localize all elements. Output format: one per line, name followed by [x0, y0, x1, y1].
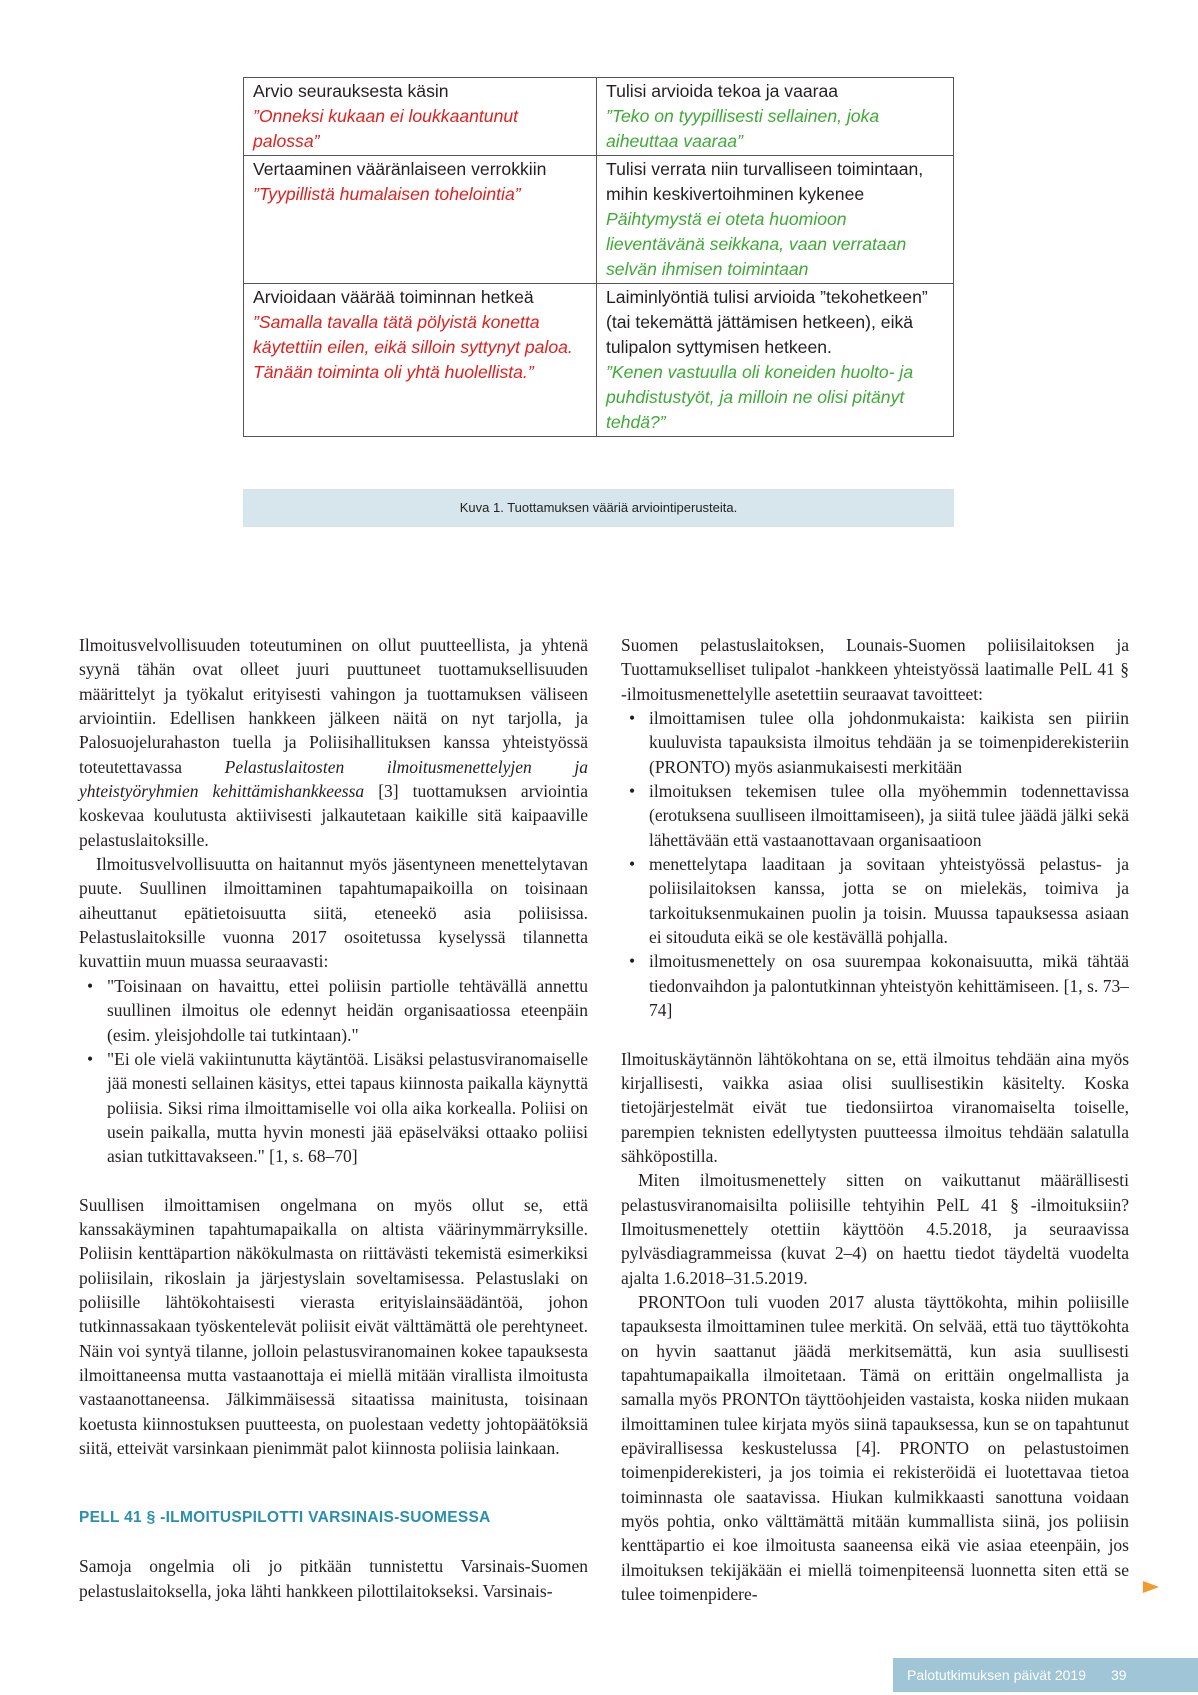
list-item: • "Ei ole vielä vakiintunutta käytäntöä. Lisäksi pelastusviranomaiselle jää monesti sellainen käsitys, ettei tapaus kiinnosta paikalla käynyttä poliisia. Siksi rima ilmoittamiselle voi olla aika korkealla. Poliisi on usein paikalla, mutta hyvin monesti jää epäselväksi ottaako poliisi asian tutkittavakseen." [1, s. 68–70] [107, 1047, 588, 1169]
paragraph: Suomen pelastuslaitoksen, Lounais-Suomen poliisilaitoksen ja Tuottamukselliset tulipalot -hankkeen yhteistyössä laatimalle PelL 41 § -ilmoitusmenettelylle asetettiin seuraavat tavoitteet: [621, 635, 1129, 704]
figure-table-container [243, 77, 954, 437]
cell-text: Vertaaminen vääränlaiseen verrokkiin [253, 159, 547, 179]
table-cell-right [597, 78, 954, 156]
cell-example-quote: ”Onneksi kukaan ei loukkaantunut palossa” [253, 106, 519, 151]
cell-text: Arvioidaan väärää toiminnan hetkeä [253, 287, 534, 307]
page-footer [893, 1658, 1198, 1692]
continue-arrow-icon [1143, 1581, 1159, 1593]
paragraph: Samoja ongelmia oli jo pitkään tunnistettu Varsinais-Suomen pelastuslaitoksella, joka lähti hankkeen pilottilaitokseksi. Varsinais- [79, 1556, 588, 1601]
cell-correction-quote: ”Teko on tyypillisesti sellainen, joka aiheuttaa vaaraa” [606, 106, 880, 151]
cell-correction-quote: ”Kenen vastuulla oli koneiden huolto- ja puhdistustyöt, ja milloin ne olisi pitänyt tehdä?” [606, 362, 914, 432]
paragraph [79, 633, 588, 852]
paragraph: Ilmoituskäytännön lähtökohtana on se, että ilmoitus tehdään aina myös kirjallisesti, vaikka asiaa olisi suullisestikin käsitelty. Koska tietojärjestelmät eivät tue tiedonsiirtoa viranomaiselta toiselle, parempien teknisten edellytysten puutteessa ilmoitus tehdään salatulla sähköpostilla. [621, 1048, 1129, 1166]
table-cell-left [244, 284, 597, 437]
table-row [244, 78, 954, 156]
project-title: Pelastuslaitosten ilmoitusmenettelyjen ja yhteistyöryhmien kehittämishankkeessa [79, 756, 588, 802]
left-text-column [79, 633, 588, 1603]
table-cell-left [244, 78, 597, 156]
survey-quote-list [79, 974, 588, 1169]
table-cell-left [244, 156, 597, 284]
table-cell-right [597, 284, 954, 437]
list-item: • ilmoittamisen tulee olla johdonmukaista: kaikista sen piiriin kuuluvista tapauksista ilmoitus tehdään ja se toimenpiderekisteriin (PRONTO) myös asianmukaisesti merkitään [649, 706, 1129, 779]
cell-text: Arvio seurauksesta käsin [253, 81, 449, 101]
paragraph: Ilmoitusvelvollisuutta on haitannut myös jäsentyneen menettelytavan puute. Suullinen ilmoittaminen tapahtumapaikoilla on toisinaan aiheuttanut epätietoisuutta siitä, eteneekö asia poliisissa. Pelastuslaitoksille vuonna 2017 osoitetussa kyselyssä tilannetta kuvattiin muun muassa seuraavasti: [79, 854, 588, 972]
list-item: • ilmoituksen tekemisen tulee olla myöhemmin todennettavissa (erotuksena suulliseen ilmoittamiseen), ja siitä tulee jäädä jälki sekä lähettävään että vastaanottavaan organisaatioon [649, 779, 1129, 852]
paragraph: Suullisen ilmoittamisen ongelmana on myös ollut se, että kanssakäyminen tapahtumapaikalla on altista väärinymmärryksille. Poliisin kenttäpartion näkökulmasta on riittävästi tekemistä esimerkiksi poliisilain, rikoslain ja järjestyslain soveltamisessa. Pelastuslaki on poliisille lähtökohtaisesti vierasta erityislainsäädäntöä, johon tutkinnassakaan työskentelevät poliisit eivät välttämättä ole perehtyneet. Näin voi syntyä tilanne, jolloin pelastusviranomainen kokee tapauksesta ilmoittaneensa mutta vastaanottaja ei miellä mitään virallista ilmoitusta vastaanottaneensa. Jälkimmäisessä sitaatissa mainitusta, toisinaan koetusta kiinnostuksen puutteesta, on puolestaan vedetty johtopäätöksiä siitä, etteivät varsinkaan pienimmät palot kiinnosta poliisia lainkaan. [79, 1194, 588, 1458]
paragraph: PRONTOon tuli vuoden 2017 alusta täyttökohta, mihin poliisille tapauksesta ilmoittaminen tulee merkitä. On selvää, että tuo täyttökohta on hyvin saattanut jäädä merkitsemättä, kun asia suullisesti tapahtumapaikalla ilmoitetaan. Tämä on erittäin ongelmallista ja samalla myös PRONTOn täyttöohjeiden vastaista, koska niiden mukaan ilmoittaminen tulee kirjata myös siinä tapauksessa, kun se on tapahtunut epävirallisessa keskustelussa [4]. PRONTO on pelastustoimen toimenpiderekisteri, ja jos toimia ei rekisteröidä ei luotettavaa tietoa toiminnasta ole saatavissa. Hiukan kulmikkaasti sanottuna voidaan myös pohtia, onko välttämättä mitään kummallista siinä, jos poliisin kenttäpartio ei koe ilmoitusta saaneensa eikä vie asiaa eteenpäin, jos ilmoituksen tekijäkään ei miellä toimenpiteensä luonnetta siten että se tulee toimenpidere- [621, 1291, 1129, 1605]
paragraph: Miten ilmoitusmenettely sitten on vaikuttanut määrällisesti pelastusviranomaisilta poliisille tehtyihin PelL 41 § -ilmoituksiin? Ilmoitusmenettely otettiin käyttöön 4.5.2018, ja seuraavissa pylväsdiagrammeissa (kuvat 2–4) on haettu tiedot täydeltä vuodelta ajalta 1.6.2018–31.5.2019. [621, 1170, 1129, 1288]
figure-caption: Kuva 1. Tuottamuksen vääriä arviointiperusteita. [243, 489, 954, 527]
paragraph-text: Ilmoitusvelvollisuuden toteutuminen on ollut puutteellista, ja yhtenä syynä tähän ovat olleet juuri puuttuneet tuottamuksellisuuden määrittelyt ja työkalut erityisesti vahingon ja tuottamuksen väliseen arviointiin. Edellisen hankkeen jälkeen näitä on nyt tarjolla, ja Palosuojelurahaston tuella ja Poliisihallituksen kanssa yhteistyössä toteutettavassa [79, 635, 588, 777]
page-number: 39 [1111, 1667, 1127, 1683]
right-text-column [621, 633, 1129, 1606]
cell-text: Tulisi verrata niin turvalliseen toimintaan, mihin keskivertoihminen kykenee [606, 159, 924, 204]
footer-title: Palotutkimuksen päivät 2019 [907, 1667, 1086, 1683]
paragraph-text: [3] tuottamuksen arviointia koskevaa koulutusta aktiivisesti jalkautetaan kaikille sitä kaipaaville pelastuslaitoksille. [79, 781, 588, 850]
list-item: • "Toisinaan on havaittu, ettei poliisin partiolle tehtävällä annettu suullinen ilmoitus ole edennyt heidän organisaatiossa eteenpäin (esim. yleisjohdolle tai tutkintaan)." [107, 974, 588, 1047]
cell-text: Laiminlyöntiä tulisi arvioida ”tekohetkeen” (tai tekemättä jättämisen hetkeen), eikä tulipalon syttymisen hetkeen. [606, 287, 928, 357]
assessment-table [243, 77, 954, 437]
section-heading: PELL 41 § -ILMOITUSPILOTTI VARSINAIS-SUOMESSA [79, 1509, 491, 1527]
cell-example-quote: ”Tyypillistä humalaisen tohelointia” [253, 184, 521, 204]
table-row [244, 156, 954, 284]
goals-list [621, 706, 1129, 1022]
list-item: • ilmoitusmenettely on osa suurempaa kokonaisuutta, mikä tähtää tiedonvaihdon ja palontutkinnan yhteistyön kehittämiseen. [1, s. 73–74] [649, 949, 1129, 1022]
cell-text: Tulisi arvioida tekoa ja vaaraa [606, 81, 839, 101]
cell-correction-quote: Päihtymystä ei oteta huomioon lieventävänä seikkana, vaan verrataan selvän ihmisen toimintaan [606, 209, 907, 279]
list-item: • menettelytapa laaditaan ja sovitaan yhteistyössä pelastus- ja poliisilaitoksen kanssa, jotta se on mielekäs, toimiva ja tarkoituksenmukainen puolin ja toisin. Muussa tapauksessa asiaan ei sitouduta eikä se ole kestävällä pohjalla. [649, 852, 1129, 949]
table-cell-right [597, 156, 954, 284]
table-row [244, 284, 954, 437]
cell-example-quote: ”Samalla tavalla tätä pölyistä konetta käytettiin eilen, eikä silloin syttynyt paloa. Tänään toiminta oli yhtä huolellista.” [253, 312, 573, 382]
